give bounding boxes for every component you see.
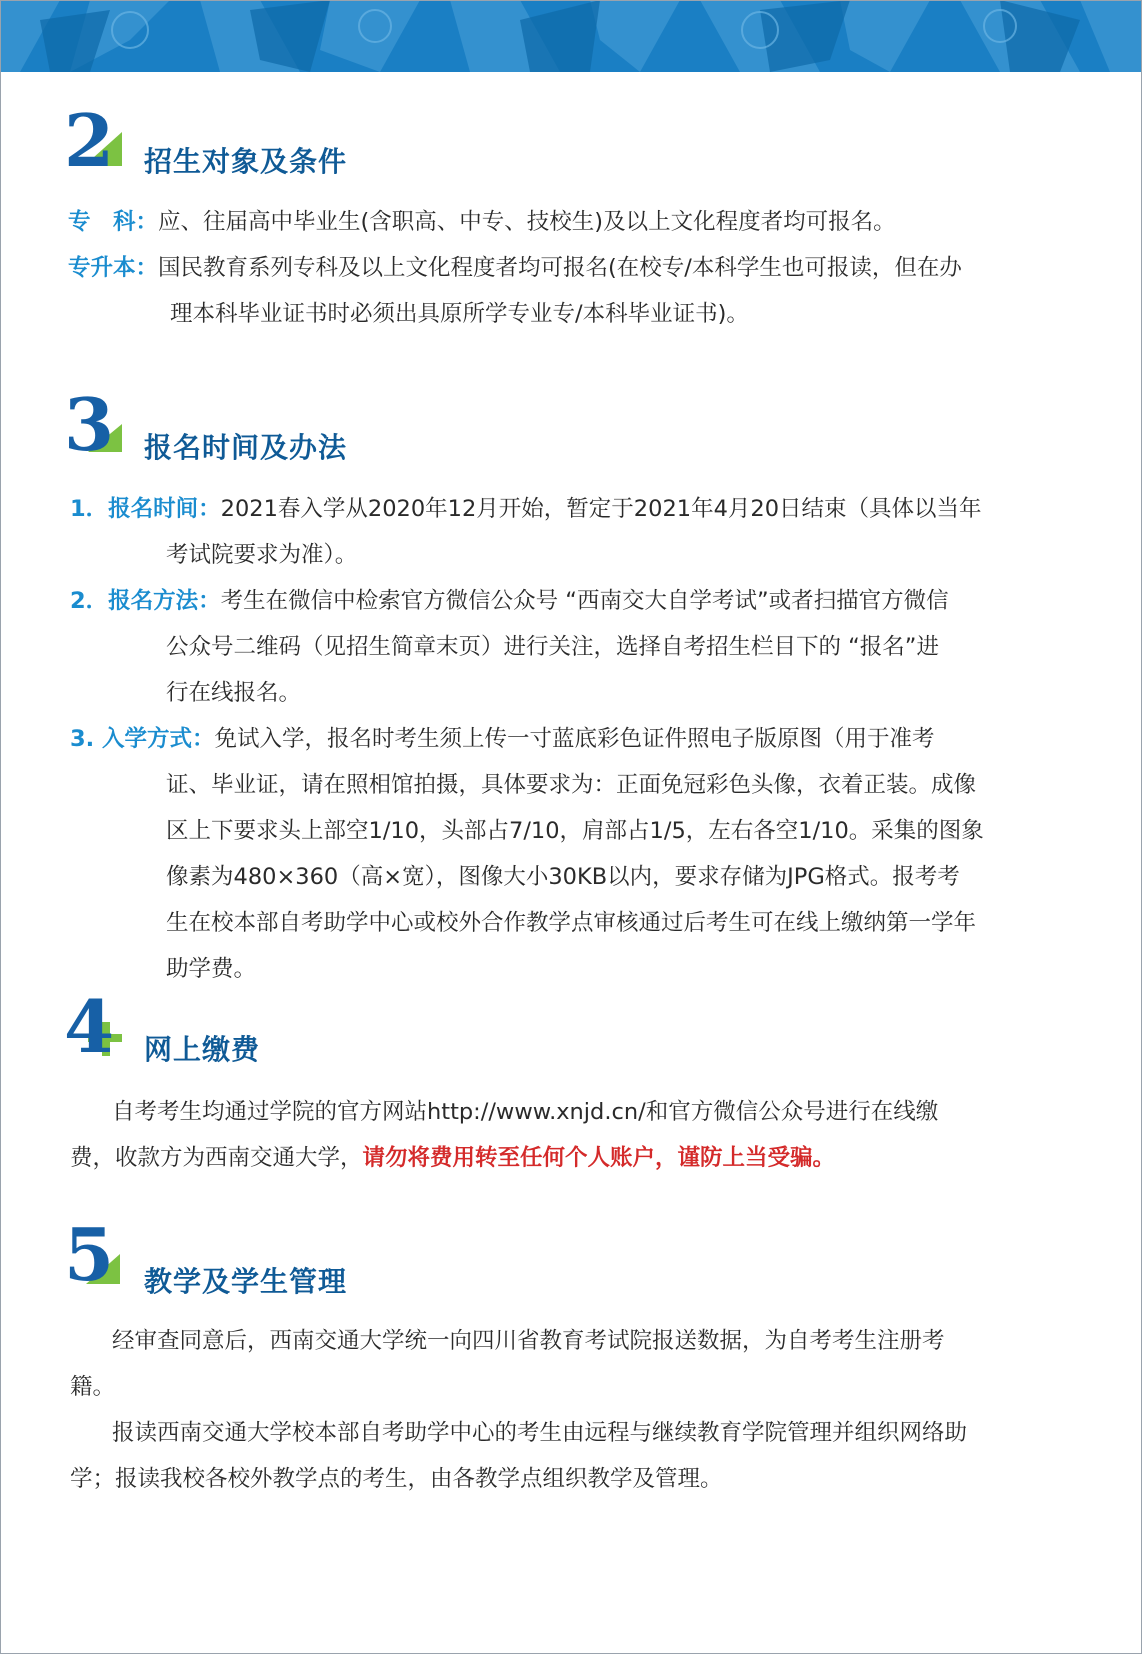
number-4-glyph: 4 [64,992,115,1062]
admission-line1: 免试入学，报名时考生须上传一寸蓝底彩色证件照电子版原图（用于准考 [214,726,935,752]
admission-line3: 区上下要求头上部空1/10，头部占7/10，肩部占1/5，左右各空1/10。采集的图象 [166,818,984,844]
admission-row [70,716,935,762]
management-para2-line2: 学；报读我校各校外教学点的考生，由各教学点组织教学及管理。 [70,1466,723,1492]
banner-pattern [0,0,1142,72]
payment-line2-plain: 费，收款方为西南交通大学， [70,1145,363,1171]
number-5-icon [64,1220,124,1290]
zhuanke-text: 应、往届高中毕业生(含职高、中专、技校生)及以上文化程度者均可报名。 [158,209,896,235]
signup-method-label: 2．报名方法： [70,588,221,614]
number-2-icon [64,104,124,174]
fraud-warning: 请勿将费用转至任何个人账户，谨防上当受骗。 [362,1145,836,1171]
management-para2-line1: 报读西南交通大学校本部自考助学中心的考生由远程与继续教育学院管理并组织网络助 [112,1420,968,1446]
zsb-row [68,245,962,291]
admission-line2: 证、毕业证，请在照相馆拍摄，具体要求为：正面免冠彩色头像，衣着正装。成像 [166,772,977,798]
section-3-title: 报名时间及办法 [144,431,348,464]
admission-line5: 生在校本部自考助学中心或校外合作教学点审核通过后考生可在线上缴纳第一学年 [166,910,977,936]
zsb-line1: 国民教育系列专科及以上文化程度者均可报名(在校专/本科学生也可报读，但在办 [158,255,962,281]
signup-time-label: 1．报名时间： [70,496,221,522]
section-5-title: 教学及学生管理 [144,1265,348,1298]
signup-time-line1: 2021春入学从2020年12月开始，暂定于2021年4月20日结束（具体以当年 [220,496,982,522]
section-4-title: 网上缴费 [144,1033,261,1066]
payment-line2 [70,1135,835,1181]
signup-time-line2: 考试院要求为准）。 [166,542,358,568]
signup-method-line3: 行在线报名。 [166,680,302,706]
number-3-glyph: 3 [64,390,115,460]
number-4-icon [64,992,124,1062]
number-5-glyph: 5 [64,1220,115,1290]
signup-method-row [70,578,949,624]
signup-method-line2: 公众号二维码（见招生简章末页）进行关注，选择自考招生栏目下的 “报名”进 [166,634,939,660]
signup-method-line1: 考生在微信中检索官方微信公众号 “西南交大自学考试”或者扫描官方微信 [220,588,949,614]
signup-time-row [70,486,982,532]
number-3-icon [64,390,124,460]
top-banner [0,0,1142,72]
admission-line6: 助学费。 [166,956,257,982]
admission-label: 3. 入学方式： [70,726,215,752]
payment-line1: 自考考生均通过学院的官方网站http://www.xnjd.cn/和官方微信公众号进行在线缴 [112,1099,939,1125]
management-para1-line2: 籍。 [70,1374,116,1400]
admission-line4: 像素为480×360（高×宽），图像大小30KB以内，要求存储为JPG格式。报考考 [166,864,960,890]
zsb-line2: 理本科毕业证书时必须出具原所学专业专/本科毕业证书)。 [170,301,749,327]
zhuanke-row [68,199,896,245]
zsb-label: 专升本： [68,255,159,281]
number-2-glyph: 2 [64,104,115,174]
section-2-title: 招生对象及条件 [144,145,348,178]
zhuanke-label: 专 科： [68,209,159,235]
management-para1-line1: 经审查同意后，西南交通大学统一向四川省教育考试院报送数据，为自考考生注册考 [112,1328,945,1354]
